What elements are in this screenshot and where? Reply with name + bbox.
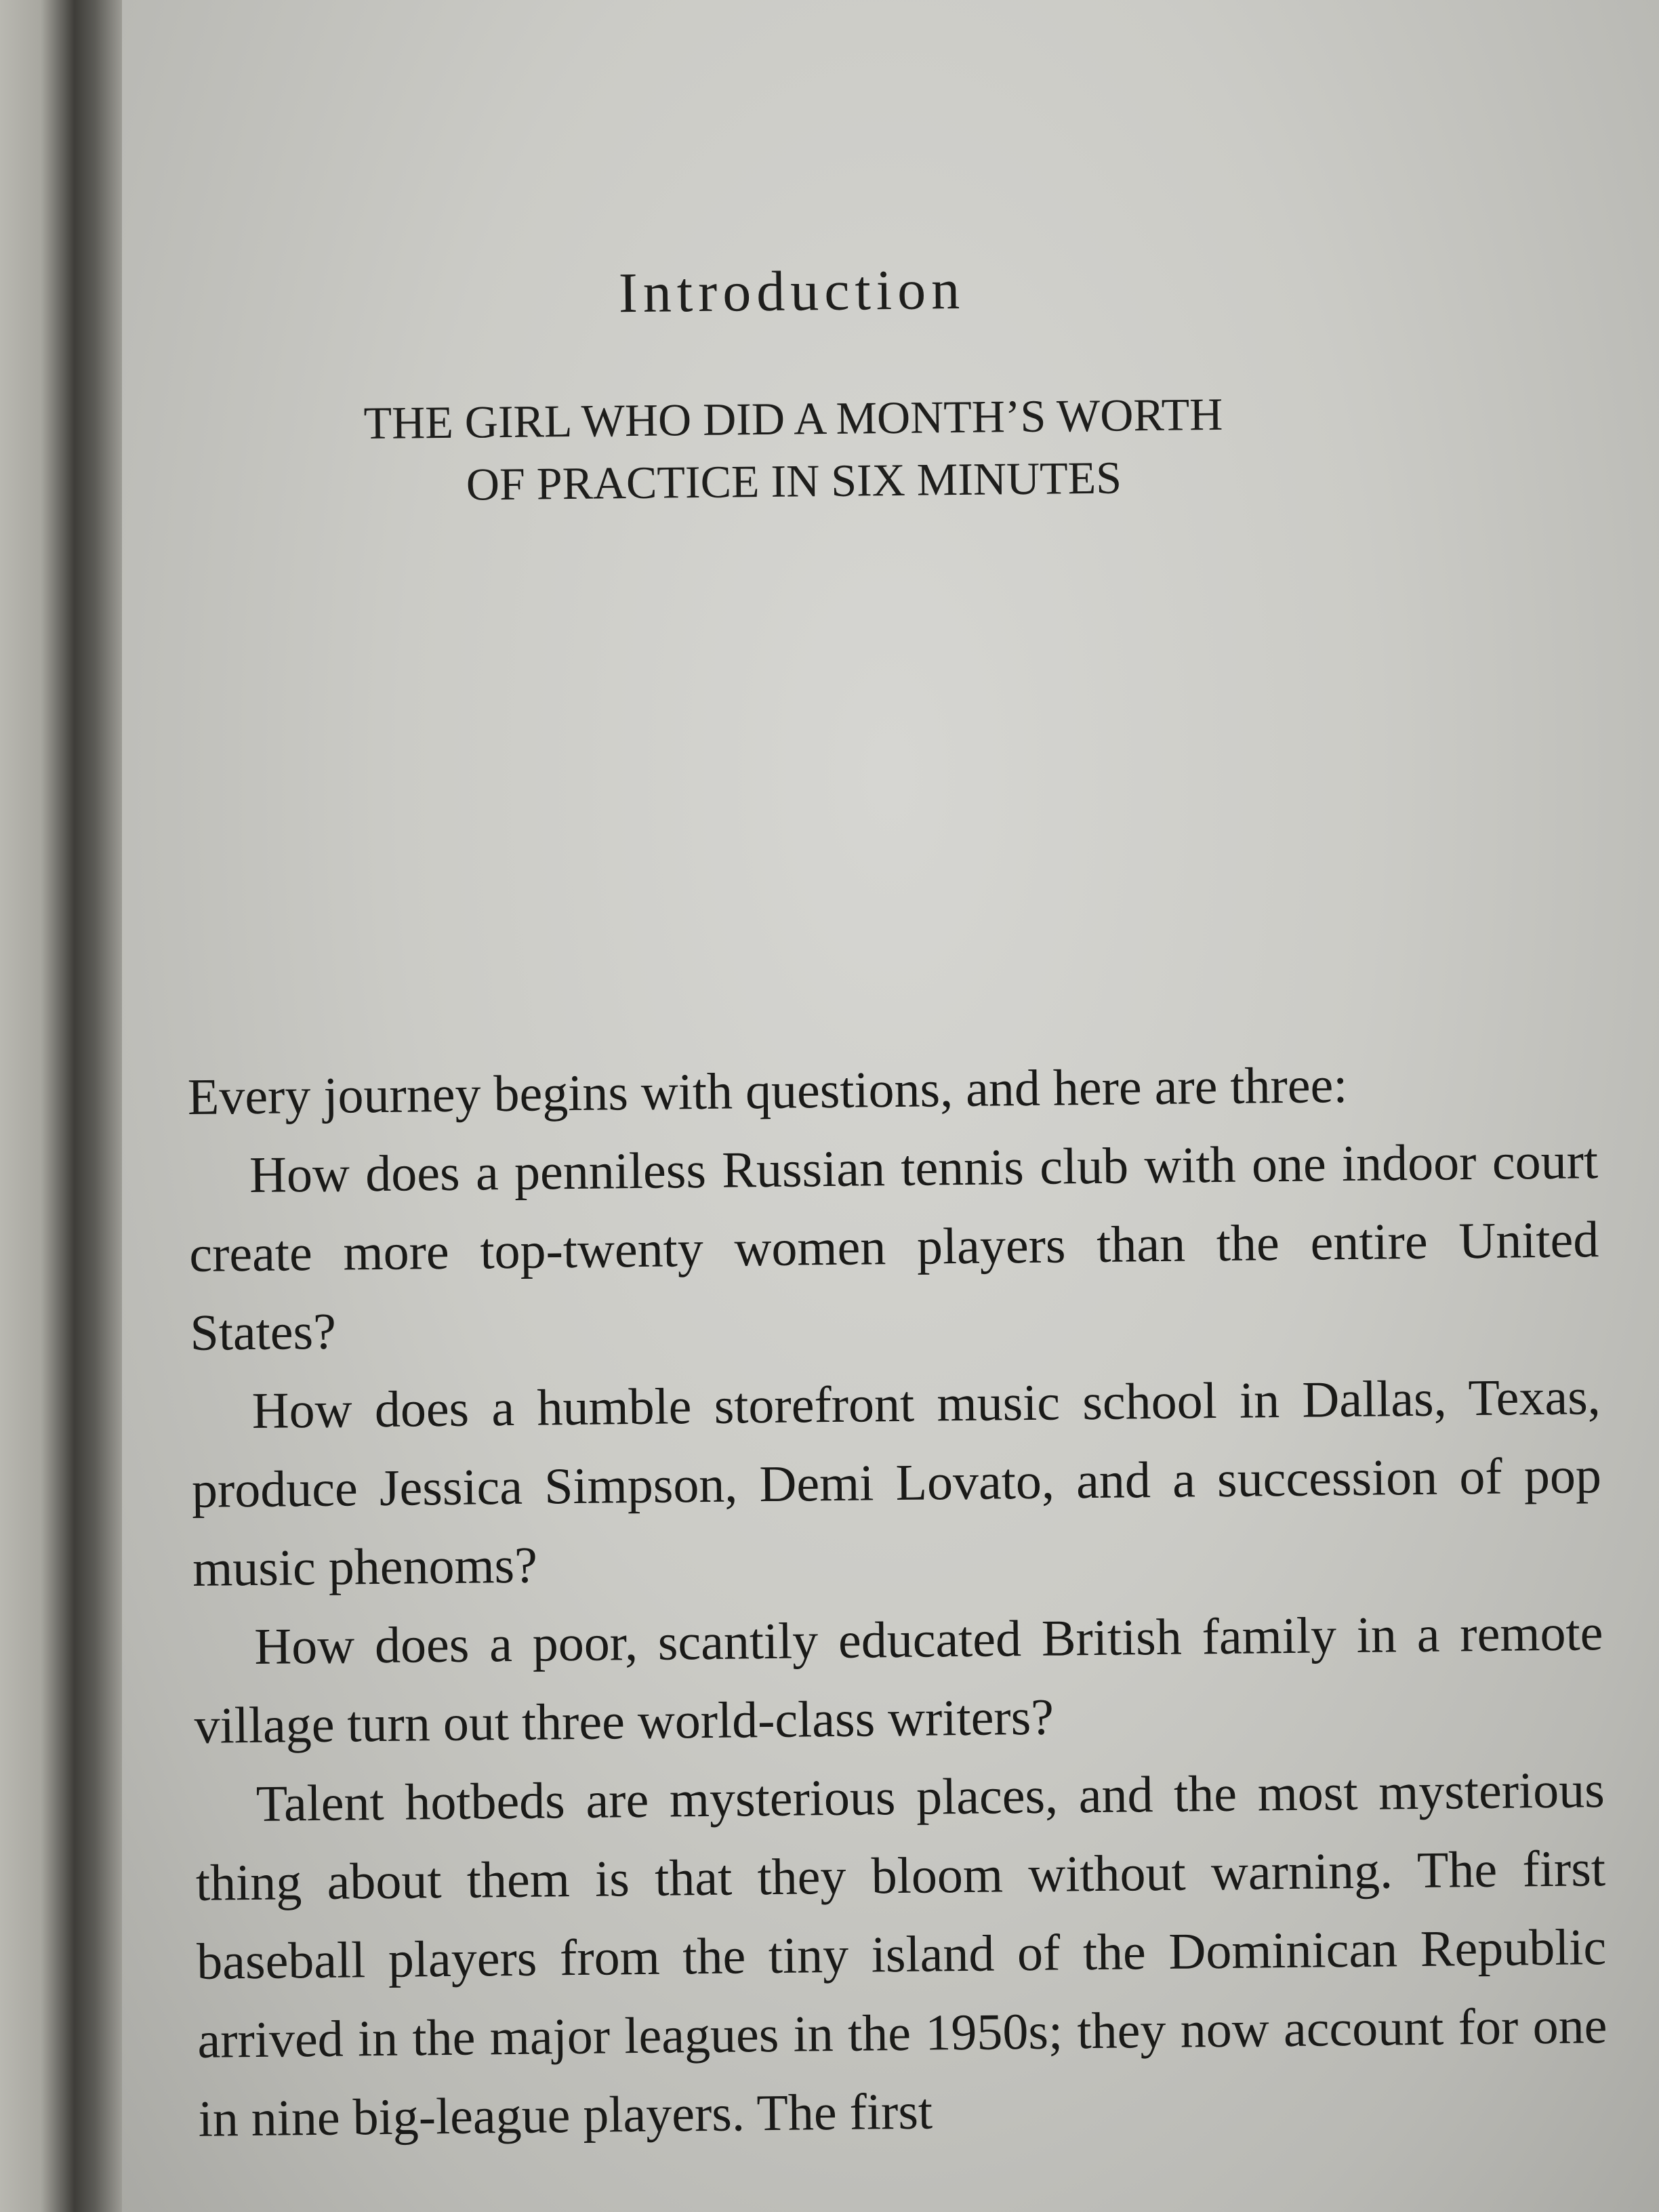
chapter-title-line-1: THE GIRL WHO DID A MONTH’S WORTH [363, 388, 1223, 449]
chapter-label: Introduction [618, 258, 966, 325]
chapter-title [126, 378, 1659, 519]
body-text [187, 1043, 1608, 2158]
book-page [122, 0, 1659, 2212]
chapter-title-line-2: OF PRACTICE IN SIX MINUTES [466, 451, 1122, 510]
book-spine-shadow [0, 0, 136, 2212]
paragraph-4: How does a poor, scantily educated British family in a remote village turn out three world-class writers? [194, 1604, 1603, 1755]
page-text-block [122, 0, 1659, 2212]
paragraph-2: How does a penniless Russian tennis club with one indoor court create more top-twenty women players than the entire United States? [188, 1132, 1599, 1361]
paragraph-3: How does a humble storefront music school in Dallas, Texas, produce Jessica Simpson, Demi Lovato, and a succession of pop music phenoms? [191, 1368, 1602, 1597]
paragraph-5: Talent hotbeds are mysterious places, and the most mysterious thing about them is that they bloom without warning. The first baseball players from the tiny island of the Dominican Republic arrived in the major leagues in the 1950s; they now account for one in nine big-league players. The first [195, 1761, 1607, 2148]
paragraph-1: Every journey begins with questions, and here are three: [187, 1057, 1348, 1126]
